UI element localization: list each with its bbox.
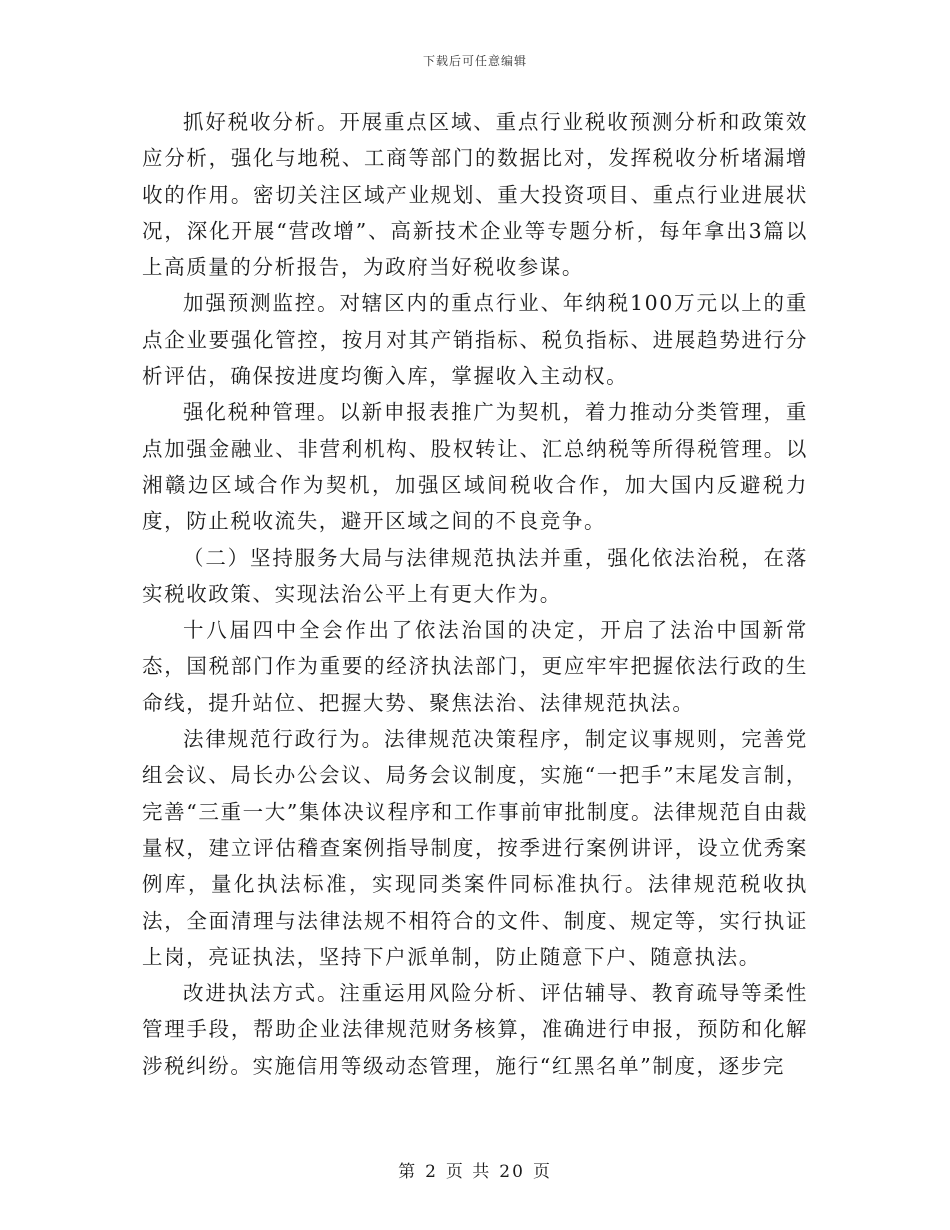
section-heading-2: （二）坚持服务大局与法律规范执法并重，强化依法治税，在落实税收政策、实现法治公平上有更大作为。: [142, 545, 808, 606]
footer-total-pages: 20: [499, 1162, 525, 1182]
paragraph-administrative-conduct: 法律规范行政行为。法律规范决策程序，制定议事规则，完善党组会议、局长办公会议、局务会议制度，实施“一把手”末尾发言制，完善“三重一大”集体决议程序和工作事前审批制度。法律规范自由裁量权，建立评估稽查案例指导制度，按季进行案例讲评，设立优秀案例库，量化执法标准，实现同类案件同标准执行。法律规范税收执法，全面清理与法律法规不相符合的文件、制度、规定等，实行执证上岗，亮证执法，坚持下户派单制，防止随意下户、随意执法。: [142, 727, 808, 969]
footer-suffix: 页: [532, 1162, 552, 1182]
footer-prefix: 第: [398, 1162, 418, 1182]
page-header: 下载后可任意编辑: [422, 54, 527, 68]
paragraph-enforcement-methods: 改进执法方式。注重运用风险分析、评估辅导、教育疏导等柔性管理手段，帮助企业法律规范财务核算，准确进行申报，预防和化解涉税纠纷。实施信用等级动态管理，施行“红黑名单”制度，逐步完: [142, 981, 808, 1078]
paragraph-tax-analysis: 抓好税收分析。开展重点区域、重点行业税收预测分析和政策效应分析，强化与地税、工商等部门的数据比对，发挥税收分析堵漏增收的作用。密切关注区域产业规划、重大投资项目、重点行业进展状况，深化开展“营改增”、高新技术企业等专题分析，每年拿出3篇以上高质量的分析报告，为政府当好税收参谋。: [142, 110, 808, 280]
paragraph-rule-of-law: 十八届四中全会作出了依法治国的决定，开启了法治中国新常态，国税部门作为重要的经济执法部门，更应牢牢把握依法行政的生命线，提升站位、把握大势、聚焦法治、法律规范执法。: [142, 618, 808, 715]
footer-middle: 页 共: [445, 1162, 492, 1182]
footer-current-page: 2: [425, 1162, 438, 1182]
document-body: [142, 104, 808, 1084]
paragraph-tax-type-management: 强化税种管理。以新申报表推广为契机，着力推动分类管理，重点加强金融业、非营利机构、股权转让、汇总纳税等所得税管理。以湘赣边区域合作为契机，加强区域间税收合作，加大国内反避税力度，防止税收流失，避开区域之间的不良竞争。: [142, 400, 808, 534]
page-footer: [0, 1157, 950, 1182]
paragraph-forecast-monitoring: 加强预测监控。对辖区内的重点行业、年纳税100万元以上的重点企业要强化管控，按月对其产销指标、税负指标、进展趋势进行分析评估，确保按进度均衡入库，掌握收入主动权。: [142, 291, 808, 389]
